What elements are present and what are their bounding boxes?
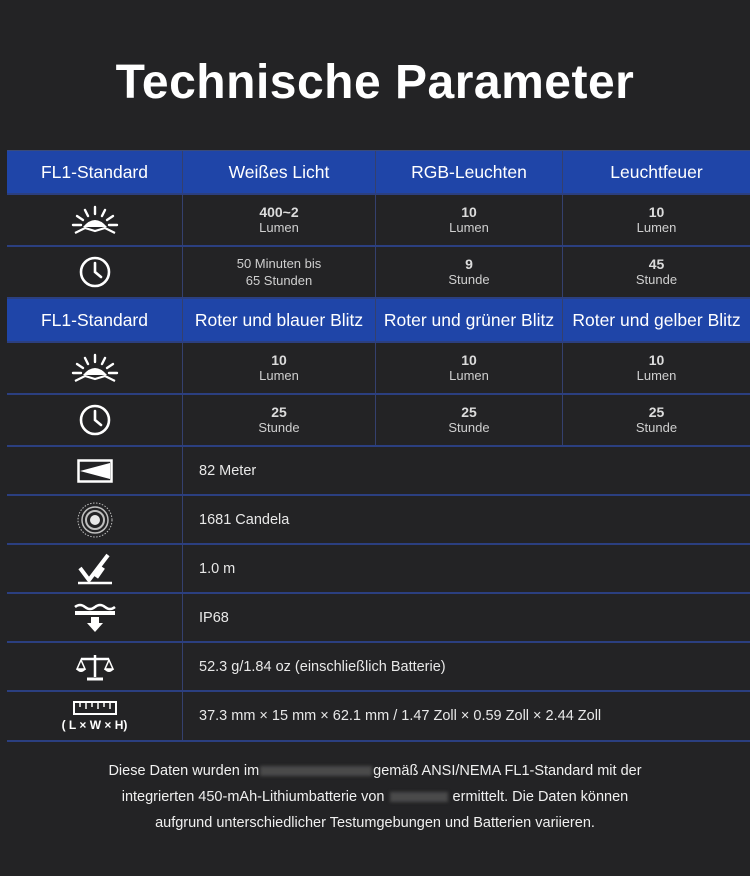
weight-scale-icon	[7, 643, 183, 690]
size-icon-label: ( L × W × H)	[61, 717, 128, 732]
header-cell: Roter und blauer Blitz	[183, 299, 376, 341]
unit: Stunde	[258, 420, 300, 435]
unit: Stunde	[635, 420, 678, 435]
footnote-line-3: aufgrund unterschiedlicher Testumgebungen und Batterien variieren.	[155, 815, 595, 831]
lumen-cell	[183, 343, 376, 393]
table-row	[7, 195, 750, 247]
value: 10	[271, 352, 287, 368]
waterproof-value: IP68	[199, 609, 229, 626]
header-cell: Weißes Licht	[183, 151, 376, 193]
runtime-cell	[183, 395, 376, 445]
unit: Stunde	[635, 272, 678, 287]
impact-resistance-icon	[7, 545, 183, 592]
size-value: 37.3 mm × 15 mm × 62.1 mm / 1.47 Zoll × 0.59 Zoll × 2.44 Zoll	[199, 708, 602, 724]
header-cell: Roter und gelber Blitz	[572, 309, 741, 330]
clock-icon	[7, 247, 183, 297]
runtime-cell	[183, 247, 376, 297]
footnote	[0, 758, 750, 836]
table-row	[7, 643, 750, 692]
unit: Stunde	[448, 420, 490, 435]
weight-value: 52.3 g/1.84 oz (einschließlich Batterie)	[199, 658, 446, 675]
brightness-icon	[7, 195, 183, 245]
table-header-row-2	[7, 299, 750, 343]
value: 10	[461, 352, 477, 368]
page-title: Technische Parameter	[115, 56, 635, 109]
impact-value: 1.0 m	[199, 560, 236, 577]
unit: Lumen	[636, 220, 677, 235]
value: 10	[461, 204, 477, 220]
table-row	[7, 594, 750, 643]
table-row	[7, 692, 750, 742]
header-cell: FL1-Standard	[7, 299, 183, 341]
unit: Lumen	[259, 368, 299, 383]
runtime-line-2: 65 Stunden	[245, 273, 313, 288]
value: 9	[465, 256, 473, 272]
redacted-text	[260, 766, 372, 776]
footnote-text: ermittelt. Die Daten können	[452, 789, 629, 805]
value: 25	[271, 404, 287, 420]
lumen-cell	[376, 343, 563, 393]
redacted-text	[390, 792, 448, 802]
unit: Lumen	[449, 220, 489, 235]
value: 25	[461, 404, 477, 420]
value: 10	[648, 352, 665, 368]
spec-table	[7, 150, 750, 742]
runtime-cell	[376, 395, 563, 445]
lumen-cell	[563, 343, 750, 393]
runtime-cell	[563, 395, 750, 445]
table-header-row-1	[7, 151, 750, 195]
value: 400~2	[259, 204, 299, 220]
footnote-text: gemäß ANSI/NEMA FL1-Standard mit der	[373, 763, 642, 779]
intensity-value: 1681 Candela	[199, 511, 290, 528]
beam-distance-value: 82 Meter	[199, 462, 257, 479]
runtime-cell	[376, 247, 563, 297]
footnote-line-2	[0, 784, 750, 810]
value: 10	[648, 204, 665, 220]
unit: Stunde	[448, 272, 490, 287]
unit: Lumen	[449, 368, 489, 383]
lumen-cell	[376, 195, 563, 245]
header-cell: RGB-Leuchten	[376, 151, 563, 193]
table-row	[7, 395, 750, 447]
header-cell: Roter und grüner Blitz	[376, 299, 563, 341]
table-row	[7, 545, 750, 594]
value: 25	[648, 404, 665, 420]
table-row	[7, 447, 750, 496]
header-cell: FL1-Standard	[7, 151, 183, 193]
brightness-icon	[7, 343, 183, 393]
value: 45	[648, 256, 665, 272]
runtime-line-1: 50 Minuten bis	[236, 256, 322, 271]
unit: Lumen	[259, 220, 299, 235]
intensity-icon	[7, 496, 183, 543]
footnote-text: Diese Daten wurden im	[108, 763, 260, 779]
footnote-text: integrierten 450-mAh-Lithiumbatterie von	[121, 789, 385, 805]
clock-icon	[7, 395, 183, 445]
header-cell: Leuchtfeuer	[610, 161, 703, 182]
footnote-line-1	[0, 758, 750, 784]
unit: Lumen	[636, 368, 677, 383]
table-row	[7, 496, 750, 545]
table-row	[7, 343, 750, 395]
waterproof-icon	[7, 594, 183, 641]
runtime-cell	[563, 247, 750, 297]
lumen-cell	[563, 195, 750, 245]
lumen-cell	[183, 195, 376, 245]
ruler-icon	[7, 692, 183, 740]
beam-distance-icon	[7, 447, 183, 494]
table-row	[7, 247, 750, 299]
